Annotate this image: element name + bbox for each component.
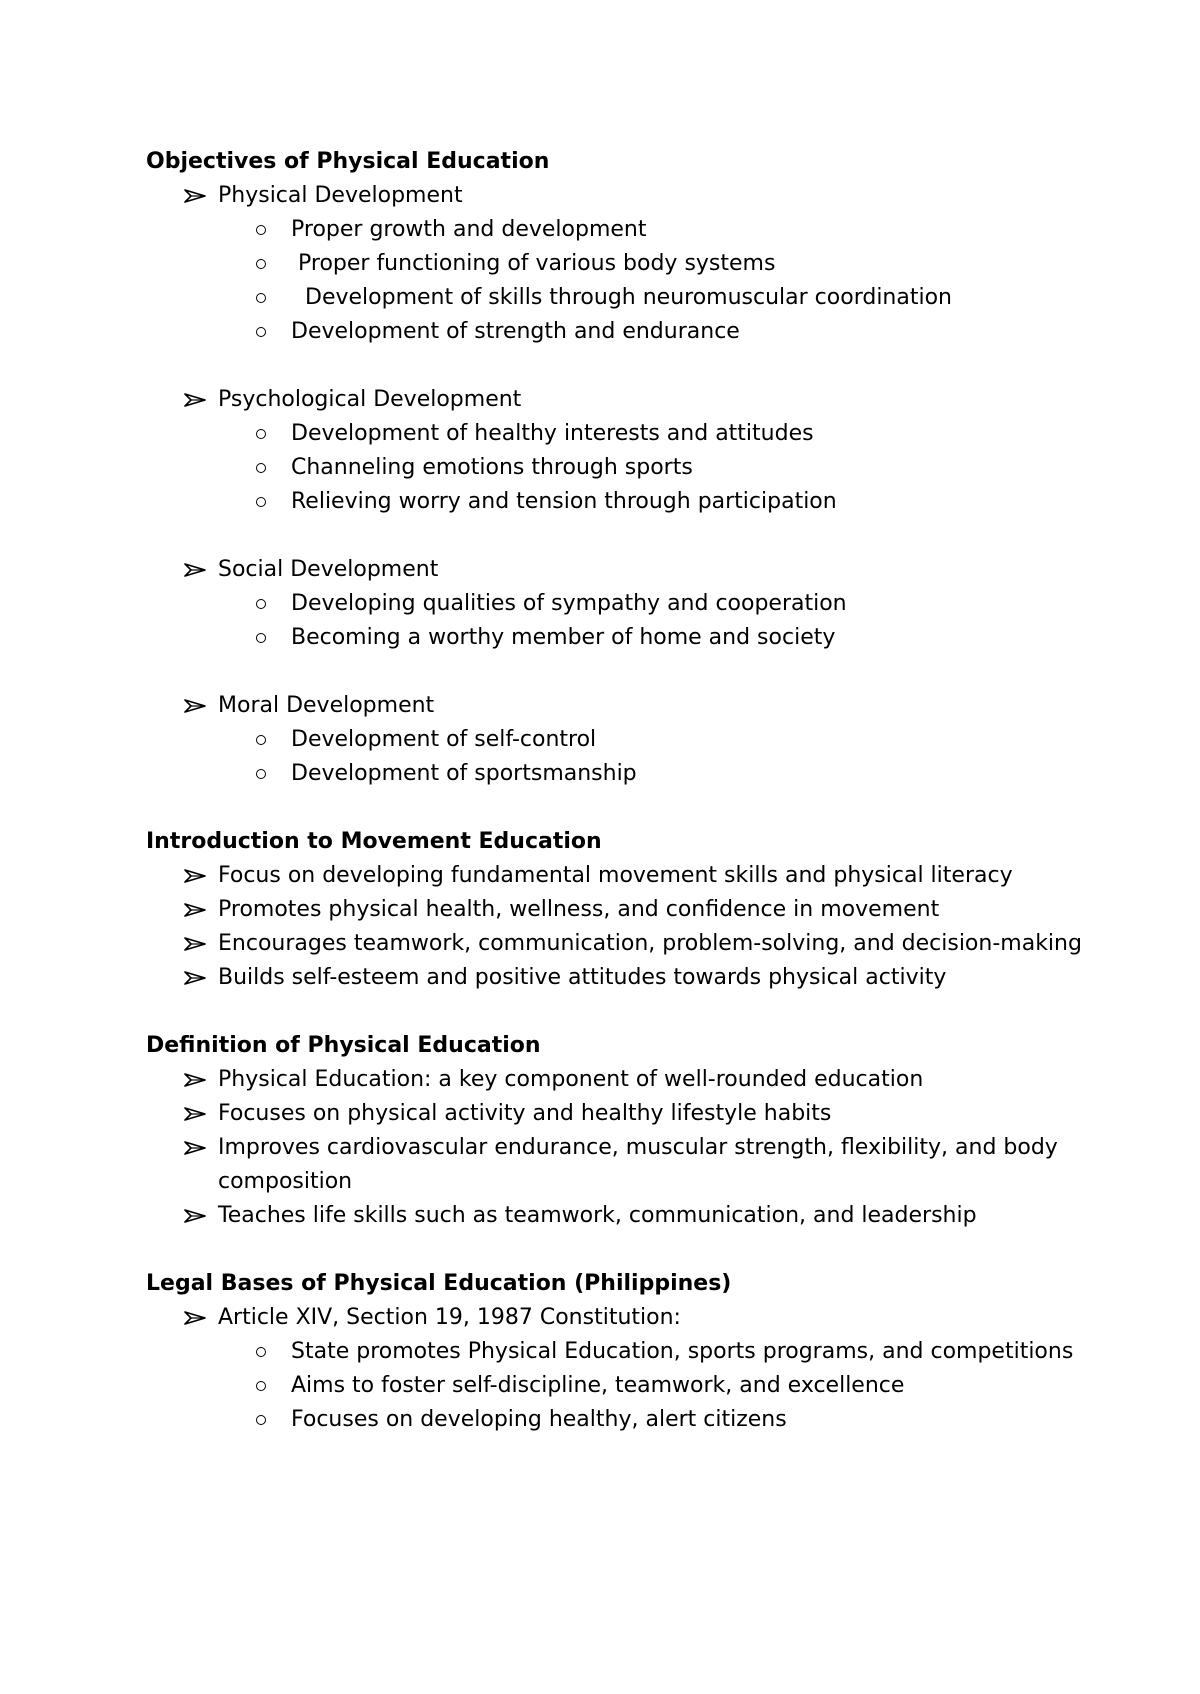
bullet-text: Encourages teamwork, communication, problem-solving, and decision-making: [218, 931, 1082, 956]
arrow-bullet-icon: [184, 927, 210, 961]
document-body: [146, 145, 1086, 1437]
list-item: [146, 383, 1086, 417]
section-title: Introduction to Movement Education: [146, 829, 602, 854]
bullet-text: Teaches life skills such as teamwork, communication, and leadership: [218, 1203, 977, 1228]
section-definition: [146, 1029, 1086, 1233]
spacer: [146, 791, 1086, 825]
sub-item-text: Aims to foster self-discipline, teamwork, and excellence: [291, 1373, 905, 1398]
sub-list-item: [146, 621, 1086, 655]
sub-item-text: Development of healthy interests and attitudes: [291, 421, 814, 446]
circle-bullet-icon: [256, 485, 272, 519]
list-item: [146, 859, 1086, 893]
sub-item-text: Developing qualities of sympathy and cooperation: [291, 591, 847, 616]
arrow-bullet-icon: [184, 961, 210, 995]
sub-list-item: [146, 723, 1086, 757]
list-item: [146, 1131, 1086, 1199]
circle-bullet-icon: [256, 723, 272, 757]
sub-item-text: State promotes Physical Education, sports programs, and competitions: [291, 1339, 1074, 1364]
sub-item-text: Proper growth and development: [291, 217, 647, 242]
group-label: Moral Development: [218, 693, 435, 718]
sub-list-item: [146, 281, 1086, 315]
arrow-bullet-icon: [184, 1131, 210, 1165]
sub-item-text: Development of skills through neuromuscular coordination: [291, 285, 952, 310]
bullet-text: Focus on developing fundamental movement skills and physical literacy: [218, 863, 1013, 888]
circle-bullet-icon: [256, 1335, 272, 1369]
bullet-text: Builds self-esteem and positive attitudes towards physical activity: [218, 965, 947, 990]
circle-bullet-icon: [256, 315, 272, 349]
list-item: [146, 927, 1086, 961]
sub-list-item: [146, 417, 1086, 451]
section-legal-bases: [146, 1267, 1086, 1437]
sub-item-text: Proper functioning of various body systems: [291, 251, 776, 276]
arrow-bullet-icon: [184, 859, 210, 893]
list-item: [146, 961, 1086, 995]
group-label: Article XIV, Section 19, 1987 Constitution:: [218, 1305, 681, 1330]
sub-list-item: [146, 1403, 1086, 1437]
list-item: [146, 179, 1086, 213]
section-title: Objectives of Physical Education: [146, 149, 550, 174]
sub-item-text: Becoming a worthy member of home and society: [291, 625, 836, 650]
arrow-bullet-icon: [184, 553, 210, 587]
arrow-bullet-icon: [184, 893, 210, 927]
sub-list-item: [146, 485, 1086, 519]
sub-list-item: [146, 451, 1086, 485]
list-item: [146, 1063, 1086, 1097]
circle-bullet-icon: [256, 417, 272, 451]
bullet-text: Physical Education: a key component of well-rounded education: [218, 1067, 924, 1092]
list-item: [146, 1199, 1086, 1233]
circle-bullet-icon: [256, 587, 272, 621]
section-title: Legal Bases of Physical Education (Philippines): [146, 1271, 732, 1296]
arrow-bullet-icon: [184, 383, 210, 417]
group-label: Psychological Development: [218, 387, 522, 412]
sub-list-item: [146, 1335, 1086, 1369]
spacer: [146, 1233, 1086, 1267]
sub-list-item: [146, 247, 1086, 281]
circle-bullet-icon: [256, 621, 272, 655]
sub-item-text: Relieving worry and tension through participation: [291, 489, 837, 514]
arrow-bullet-icon: [184, 689, 210, 723]
circle-bullet-icon: [256, 451, 272, 485]
list-item: [146, 689, 1086, 723]
arrow-bullet-icon: [184, 179, 210, 213]
circle-bullet-icon: [256, 757, 272, 791]
sub-list-item: [146, 587, 1086, 621]
arrow-bullet-icon: [184, 1199, 210, 1233]
sub-list-item: [146, 213, 1086, 247]
spacer: [146, 519, 1086, 553]
sub-item-text: Focuses on developing healthy, alert citizens: [291, 1407, 787, 1432]
section-title: Definition of Physical Education: [146, 1033, 541, 1058]
circle-bullet-icon: [256, 213, 272, 247]
section-objectives: [146, 145, 1086, 791]
spacer: [146, 349, 1086, 383]
group-label: Social Development: [218, 557, 439, 582]
list-item: [146, 893, 1086, 927]
arrow-bullet-icon: [184, 1301, 210, 1335]
spacer: [146, 995, 1086, 1029]
circle-bullet-icon: [256, 1369, 272, 1403]
sub-item-text: Development of strength and endurance: [291, 319, 740, 344]
sub-item-text: Development of sportsmanship: [291, 761, 637, 786]
list-item: [146, 1301, 1086, 1335]
bullet-text: Promotes physical health, wellness, and confidence in movement: [218, 897, 940, 922]
spacer: [146, 655, 1086, 689]
bullet-text: Focuses on physical activity and healthy lifestyle habits: [218, 1101, 832, 1126]
arrow-bullet-icon: [184, 1097, 210, 1131]
circle-bullet-icon: [256, 1403, 272, 1437]
sub-item-text: Development of self-control: [291, 727, 597, 752]
sub-list-item: [146, 315, 1086, 349]
section-movement-education: [146, 825, 1086, 995]
bullet-text: Improves cardiovascular endurance, muscular strength, flexibility, and body composition: [218, 1135, 1058, 1194]
circle-bullet-icon: [256, 281, 272, 315]
list-item: [146, 1097, 1086, 1131]
list-item: [146, 553, 1086, 587]
sub-list-item: [146, 1369, 1086, 1403]
circle-bullet-icon: [256, 247, 272, 281]
sub-list-item: [146, 757, 1086, 791]
group-label: Physical Development: [218, 183, 463, 208]
sub-item-text: Channeling emotions through sports: [291, 455, 693, 480]
arrow-bullet-icon: [184, 1063, 210, 1097]
